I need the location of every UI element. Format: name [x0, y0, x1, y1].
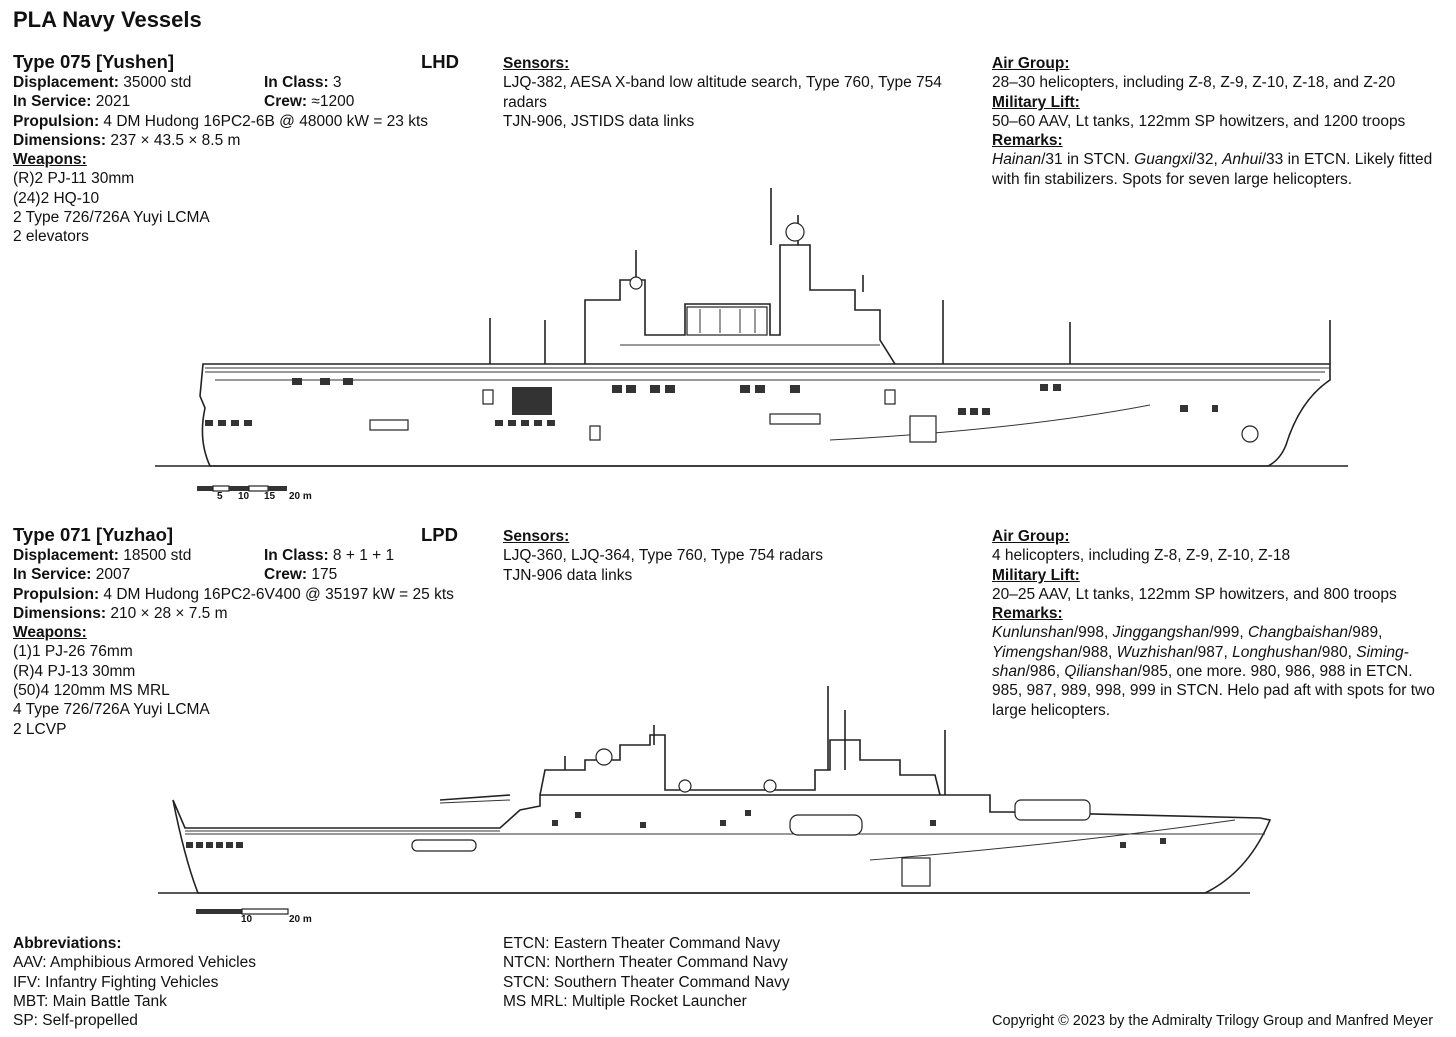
in-service-label: In Service: — [13, 566, 92, 584]
military-lift-heading: Military Lift: — [992, 93, 1080, 111]
sensor-line: LJQ-382, AESA X-band low altitude search, Type 760, Type 754 — [503, 74, 942, 92]
weapon-item: (R)4 PJ-13 30mm — [13, 662, 136, 680]
sensor-line: TJN-906 data links — [503, 566, 633, 584]
in-service-label: In Service: — [13, 93, 92, 111]
in-class-label: In Class: — [264, 547, 329, 564]
abbreviation-item: AAV: Amphibious Armored Vehicles — [13, 954, 256, 972]
weapon-item: (50)4 120mm MS MRL — [13, 682, 170, 700]
weapon-item: 2 Type 726/726A Yuyi LCMA — [13, 209, 210, 227]
ship-2-name: Type 071 [Yuzhao] — [13, 524, 174, 545]
ship-1-scale-label: 15 — [264, 491, 276, 502]
in-class-value: 8 + 1 + 1 — [332, 547, 395, 564]
abbreviation-item: MBT: Main Battle Tank — [13, 992, 167, 1010]
in-service-value: 2021 — [95, 93, 131, 111]
ship-2-scale-label: 10 — [241, 914, 253, 925]
sensors-heading: Sensors: — [503, 528, 570, 545]
weapons-heading: Weapons: — [13, 151, 87, 169]
weapons-heading: Weapons: — [13, 624, 87, 642]
remarks-line: Yimengshan/988, Wuzhishan/987, Longhushan/980, Siming- — [992, 643, 1409, 661]
dimensions-label: Dimensions: — [13, 604, 107, 622]
crew-label: Crew: — [264, 566, 308, 584]
abbreviation-item: ETCN: Eastern Theater Command Navy — [503, 935, 781, 952]
remarks-line: large helicopters. — [992, 701, 1111, 719]
air-group-value: 4 helicopters, including Z-8, Z-9, Z-10, Z-18 — [992, 547, 1291, 565]
abbreviation-item: NTCN: Northern Theater Command Navy — [503, 954, 788, 972]
remarks-line: Kunlunshan/998, Jinggangshan/999, Changbaishan/989, — [992, 624, 1383, 642]
displacement-value: 18500 std — [123, 547, 192, 564]
abbreviations-left — [13, 934, 256, 1030]
displacement-label: Displacement: — [13, 74, 119, 91]
ship-1-type-code: LHD — [421, 51, 460, 72]
in-service-value: 2007 — [95, 566, 131, 584]
abbreviation-item: IFV: Infantry Fighting Vehicles — [13, 973, 219, 991]
dimensions-value: 237 × 43.5 × 8.5 m — [110, 131, 241, 149]
propulsion-label: Propulsion: — [13, 112, 100, 130]
ship-2-scale-label: 20 m — [289, 914, 312, 925]
in-class-value: 3 — [332, 74, 342, 91]
dimensions-value: 210 × 28 × 7.5 m — [110, 604, 228, 622]
ship-1-name: Type 075 [Yushen] — [13, 51, 175, 72]
weapon-item: (R)2 PJ-11 30mm — [13, 170, 135, 188]
remarks-line: Hainan/31 in STCN. Guangxi/32, Anhui/33 in ETCN. Likely fitted — [992, 151, 1433, 169]
remarks-line: with fin stabilizers. Spots for seven large helicopters. — [992, 170, 1353, 188]
air-group-heading: Air Group: — [992, 528, 1070, 545]
weapon-item: 2 LCVP — [13, 720, 67, 738]
copyright-notice: Copyright © 2023 by the Admiralty Trilogy Group and Manfred Meyer — [992, 1013, 1434, 1029]
abbreviation-item: STCN: Southern Theater Command Navy — [503, 973, 790, 991]
air-group-value: 28–30 helicopters, including Z-8, Z-9, Z-10, Z-18, and Z-20 — [992, 74, 1396, 92]
propulsion-label: Propulsion: — [13, 585, 100, 603]
sensor-line: LJQ-360, LJQ-364, Type 760, Type 754 radars — [503, 547, 823, 565]
remarks-line: 985, 987, 989, 998, 999 in STCN. Helo pad aft with spots for two — [992, 682, 1435, 700]
weapon-item: (24)2 HQ-10 — [13, 189, 100, 207]
abbreviations-right — [503, 934, 790, 1011]
displacement-value: 35000 std — [123, 74, 192, 91]
dimensions-label: Dimensions: — [13, 131, 107, 149]
crew-label: Crew: — [264, 93, 308, 111]
abbreviation-item: MS MRL: Multiple Rocket Launcher — [503, 992, 747, 1010]
crew-value: ≈1200 — [311, 93, 355, 111]
remarks-line: shan/986, Qilianshan/985, one more. 980, 986, 988 in ETCN. — [992, 663, 1413, 681]
ship-1-scale-label: 20 m — [289, 491, 312, 502]
military-lift-value: 20–25 AAV, Lt tanks, 122mm SP howitzers, and 800 troops — [992, 585, 1397, 603]
sensor-line: radars — [503, 93, 547, 111]
abbreviation-item: SP: Self-propelled — [13, 1012, 138, 1030]
abbreviations-heading: Abbreviations: — [13, 935, 122, 952]
in-class-label: In Class: — [264, 74, 329, 91]
remarks-heading: Remarks: — [992, 605, 1063, 623]
military-lift-heading: Military Lift: — [992, 566, 1080, 584]
ship-1-scale-label: 5 — [217, 491, 223, 502]
remarks-heading: Remarks: — [992, 132, 1063, 150]
air-group-heading: Air Group: — [992, 55, 1070, 72]
propulsion-value: 4 DM Hudong 16PC2-6V400 @ 35197 kW = 25 kts — [103, 585, 454, 603]
military-lift-value: 50–60 AAV, Lt tanks, 122mm SP howitzers, and 1200 troops — [992, 112, 1406, 130]
crew-value: 175 — [311, 566, 338, 584]
sensors-heading: Sensors: — [503, 55, 570, 72]
weapon-item: 4 Type 726/726A Yuyi LCMA — [13, 701, 210, 719]
sensor-line: TJN-906, JSTIDS data links — [503, 112, 695, 130]
weapon-item: 2 elevators — [13, 228, 89, 246]
ship-1-scale-label: 10 — [238, 491, 250, 502]
ship-2-type-code: LPD — [421, 524, 458, 545]
propulsion-value: 4 DM Hudong 16PC2-6B @ 48000 kW = 23 kts — [103, 112, 429, 130]
displacement-label: Displacement: — [13, 547, 119, 564]
weapon-item: (1)1 PJ-26 76mm — [13, 643, 133, 661]
page-title: PLA Navy Vessels — [13, 7, 202, 32]
